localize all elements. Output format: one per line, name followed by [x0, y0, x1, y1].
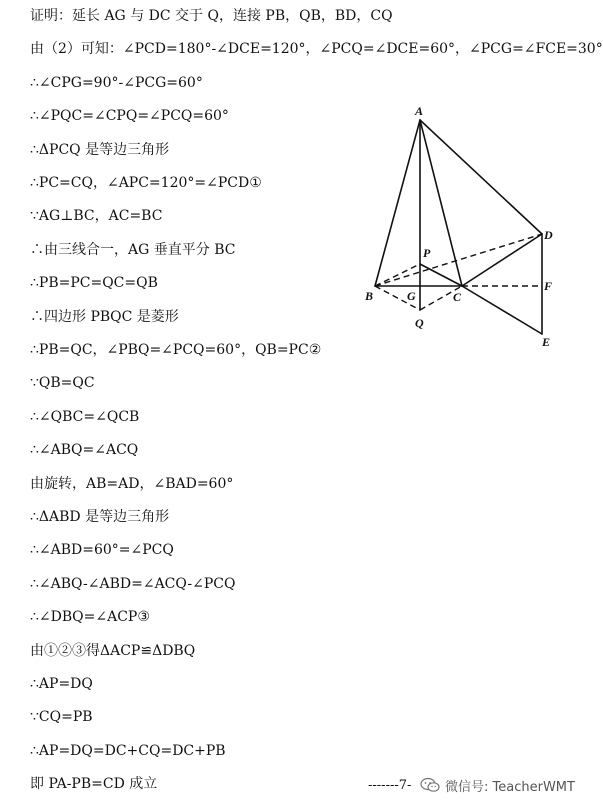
proof-line: ∴由三线合一，AG 垂直平分 BC — [30, 241, 236, 258]
label-a: A — [415, 104, 424, 118]
proof-line: ∴ΔPCQ 是等边三角形 — [30, 141, 170, 158]
dashed-bp — [375, 264, 420, 286]
segment-dc — [462, 234, 542, 286]
proof-line: ∴PB=PC=QC=QB — [30, 275, 158, 292]
proof-line: ∴PC=CQ，∠APC=120°=∠PCD① — [30, 175, 262, 191]
watermark-text: 微信号: TeacherWMT — [445, 779, 575, 795]
label-d: D — [544, 228, 553, 242]
proof-line: 由旋转，AB=AD，∠BAD=60° — [30, 475, 234, 492]
proof-line: ∴ΔABD 是等边三角形 — [30, 509, 170, 525]
wechat-icon — [420, 777, 440, 793]
segment-ad — [420, 120, 542, 234]
proof-line: 由（2）可知：∠PCD=180°-∠DCE=120°，∠PCQ=∠DCE=60°，∠PCG=∠FCE=30° — [30, 41, 603, 58]
label-g: G — [407, 289, 416, 303]
segment-ab — [375, 120, 420, 286]
proof-line: 由①②③得ΔACP≌ΔDBQ — [30, 642, 196, 659]
proof-line: ∴∠CPG=90°-∠PCG=60° — [30, 74, 203, 91]
proof-line: ∵CQ=PB — [30, 709, 93, 726]
page-marker: -------7- — [368, 778, 412, 793]
proof-line: ∴∠ABD=60°=∠PCQ — [30, 542, 174, 559]
proof-line: ∴∠ABQ-∠ABD=∠ACQ-∠PCQ — [30, 575, 236, 592]
proof-line: ∵AG⊥BC，AC=BC — [30, 208, 163, 225]
label-f: F — [544, 279, 553, 293]
watermark — [418, 774, 578, 796]
proof-line: ∴∠DBQ=∠ACP③ — [30, 609, 150, 626]
proof-line: ∴PB=QC，∠PBQ=∠PCQ=60°，QB=PC② — [30, 342, 322, 358]
label-q: Q — [415, 316, 424, 330]
proof-line: ∴四边形 PBQC 是菱形 — [30, 308, 179, 325]
label-b: B — [365, 289, 374, 303]
proof-line: ∵QB=QC — [30, 375, 95, 392]
proof-line: ∴∠PQC=∠CPQ=∠PCQ=60° — [30, 108, 229, 125]
proof-line: ∴∠QBC=∠QCB — [30, 408, 140, 425]
proof-line: ∴AP=DQ — [30, 676, 93, 692]
geometry-figure — [355, 100, 570, 350]
label-e: E — [542, 335, 551, 349]
proof-line: 证明：延长 AG 与 DC 交于 Q，连接 PB，QB，BD，CQ — [30, 8, 393, 24]
proof-line: 即 PA-PB=CD 成立 — [30, 776, 158, 793]
proof-line: ∴∠ABQ=∠ACQ — [30, 442, 139, 459]
segment-ce — [462, 286, 542, 334]
segment-pc — [420, 264, 462, 286]
label-c: C — [453, 290, 462, 304]
proof-line: ∴AP=DQ=DC+CQ=DC+PB — [30, 742, 226, 759]
label-p: P — [423, 246, 431, 260]
dashed-bd — [375, 234, 542, 286]
